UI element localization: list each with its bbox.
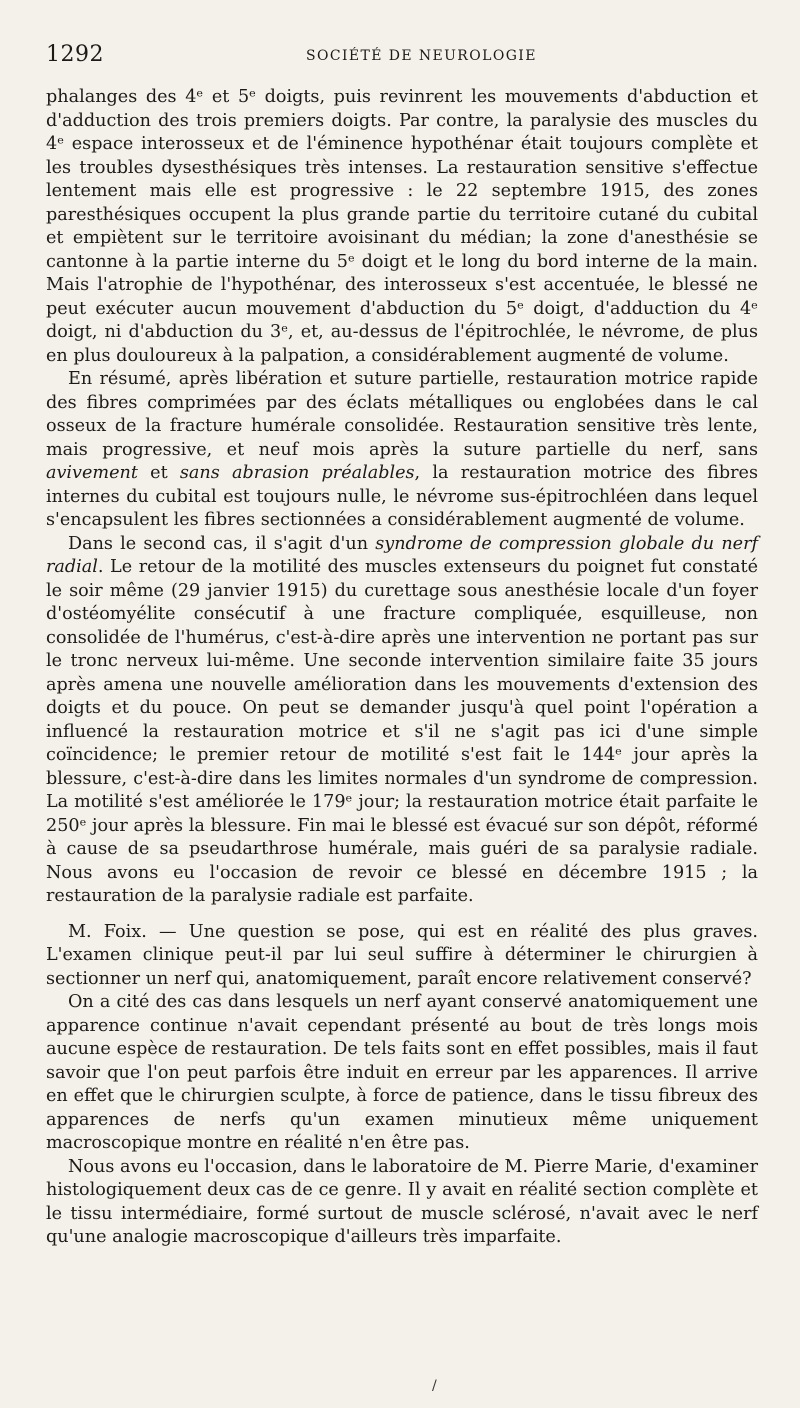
page-header bbox=[46, 42, 752, 72]
paragraph bbox=[46, 86, 758, 368]
text-run: On a cité des cas dans lesquels un nerf ayant conservé anatomiquement une apparence continue n'avait cependant présenté au bout de très longs mois aucune espèce de restauration. De tels faits sont en effet possibles, mais il faut savoir que l'on peut parfois être induit en erreur par les apparences. Il arrive en effet que le chirurgien sculpte, à force de patience, dans le tissu fibreux des apparences de nerfs qu'un examen minutieux même uniquement macroscopique montre en réalité n'en être pas. bbox=[46, 992, 758, 1153]
italic-text: sans abrasion préalables bbox=[179, 463, 415, 483]
paragraph bbox=[46, 921, 758, 992]
running-head: SOCIÉTÉ DE NEUROLOGIE bbox=[306, 48, 537, 64]
paragraph bbox=[46, 991, 758, 1156]
text-run: Dans le second cas, il s'agit d'un bbox=[68, 533, 376, 554]
italic-text: avivement bbox=[46, 463, 138, 483]
text-run: Nous avons eu l'occasion, dans le laboratoire de M. Pierre Marie, d'examiner histologiquement deux cas de ce genre. Il y avait en réalité section complète et le tissu intermédiaire, formé surtout de muscle sclérosé, n'avait avec le nerf qu'une analogie macroscopique d'ailleurs très imparfaite. bbox=[46, 1156, 758, 1247]
text-run: phalanges des 4ᵉ et 5ᵉ doigts, puis revinrent les mouvements d'abduction et d'adduction des trois premiers doigts. Par contre, la paralysie des muscles du 4ᵉ espace interosseux et de l'éminence hypothénar était toujours complète et les troubles dysesthésiques très intenses. La restauration sensitive s'effectue lentement mais elle est progressive : le 22 septembre 1915, des zones paresthésiques occupent la plus grande partie du territoire cutané du cubital et empiètent sur le territoire avoisinant du médian; la zone d'anesthésie se cantonne à la partie interne du 5ᵉ doigt et le long du bord interne de la main. Mais l'atrophie de l'hypothénar, des interosseux s'est accentuée, le blessé ne peut exécuter aucun mouvement d'abduction du 5ᵉ doigt, d'adduction du 4ᵉ doigt, ni d'abduction du 3ᵉ, et, au-dessus de l'épitrochlée, le névrome, de plus en plus douloureux à la palpation, a considérablement augmenté de volume. bbox=[46, 87, 758, 366]
page-number: 1292 bbox=[46, 42, 104, 67]
italic-text: syndrome de compression globale du nerf radial bbox=[46, 533, 758, 577]
text-run: M. Foix. — Une question se pose, qui est en réalité des plus graves. L'examen clinique peut-il par lui seul suffire à déterminer le chirurgien à sectionner un nerf qui, anatomiquement, paraît encore relativement conservé? bbox=[46, 921, 758, 989]
text-run: , la restauration motrice des fibres internes du cubital est toujours nulle, le névrome sus-épitrochléen dans lequel s'encapsulent les fibres sectionnées a considérablement augmenté de volume. bbox=[46, 463, 758, 530]
body-text bbox=[46, 86, 758, 1250]
stray-mark: / bbox=[432, 1378, 437, 1394]
paragraph bbox=[46, 533, 758, 909]
text-run: En résumé, après libération et suture partielle, restauration motrice rapide des fibres comprimées par des éclats métalliques ou englobées dans le cal osseux de la fracture humérale consolidée. Restauration sensitive très lente, mais progressive, et neuf mois après la suture partielle du nerf, sans bbox=[46, 369, 758, 460]
paragraph bbox=[46, 368, 758, 533]
paragraph bbox=[46, 1156, 758, 1250]
text-run: et bbox=[137, 463, 180, 483]
text-run: . Le retour de la motilité des muscles extenseurs du poignet fut constaté le soir même (29 janvier 1915) du curettage sous anesthésie locale d'un foyer d'ostéomyélite consécutif à une fracture compliquée, esquilleuse, non consolidée de l'humérus, c'est-à-dire après une intervention ne portant pas sur le tronc nerveux lui-même. Une seconde intervention similaire faite 35 jours après amena une nouvelle amélioration dans les mouvements d'extension des doigts et du pouce. On peut se demander jusqu'à quel point l'opération a influencé la restauration motrice et s'il ne s'agit pas ici d'une simple coïncidence; le premier retour de motilité s'est fait le 144ᵉ jour après la blessure, c'est-à-dire dans les limites normales d'un syndrome de compression. La motilité s'est améliorée le 179ᵉ jour; la restauration motrice était parfaite le 250ᵉ jour après la blessure. Fin mai le blessé est évacué sur son dépôt, réformé à cause de sa pseudarthrose humérale, mais guéri de sa paralysie radiale. Nous avons eu l'occasion de revoir ce blessé en décembre 1915 ; la restauration de la paralysie radiale est parfaite. bbox=[46, 557, 758, 906]
